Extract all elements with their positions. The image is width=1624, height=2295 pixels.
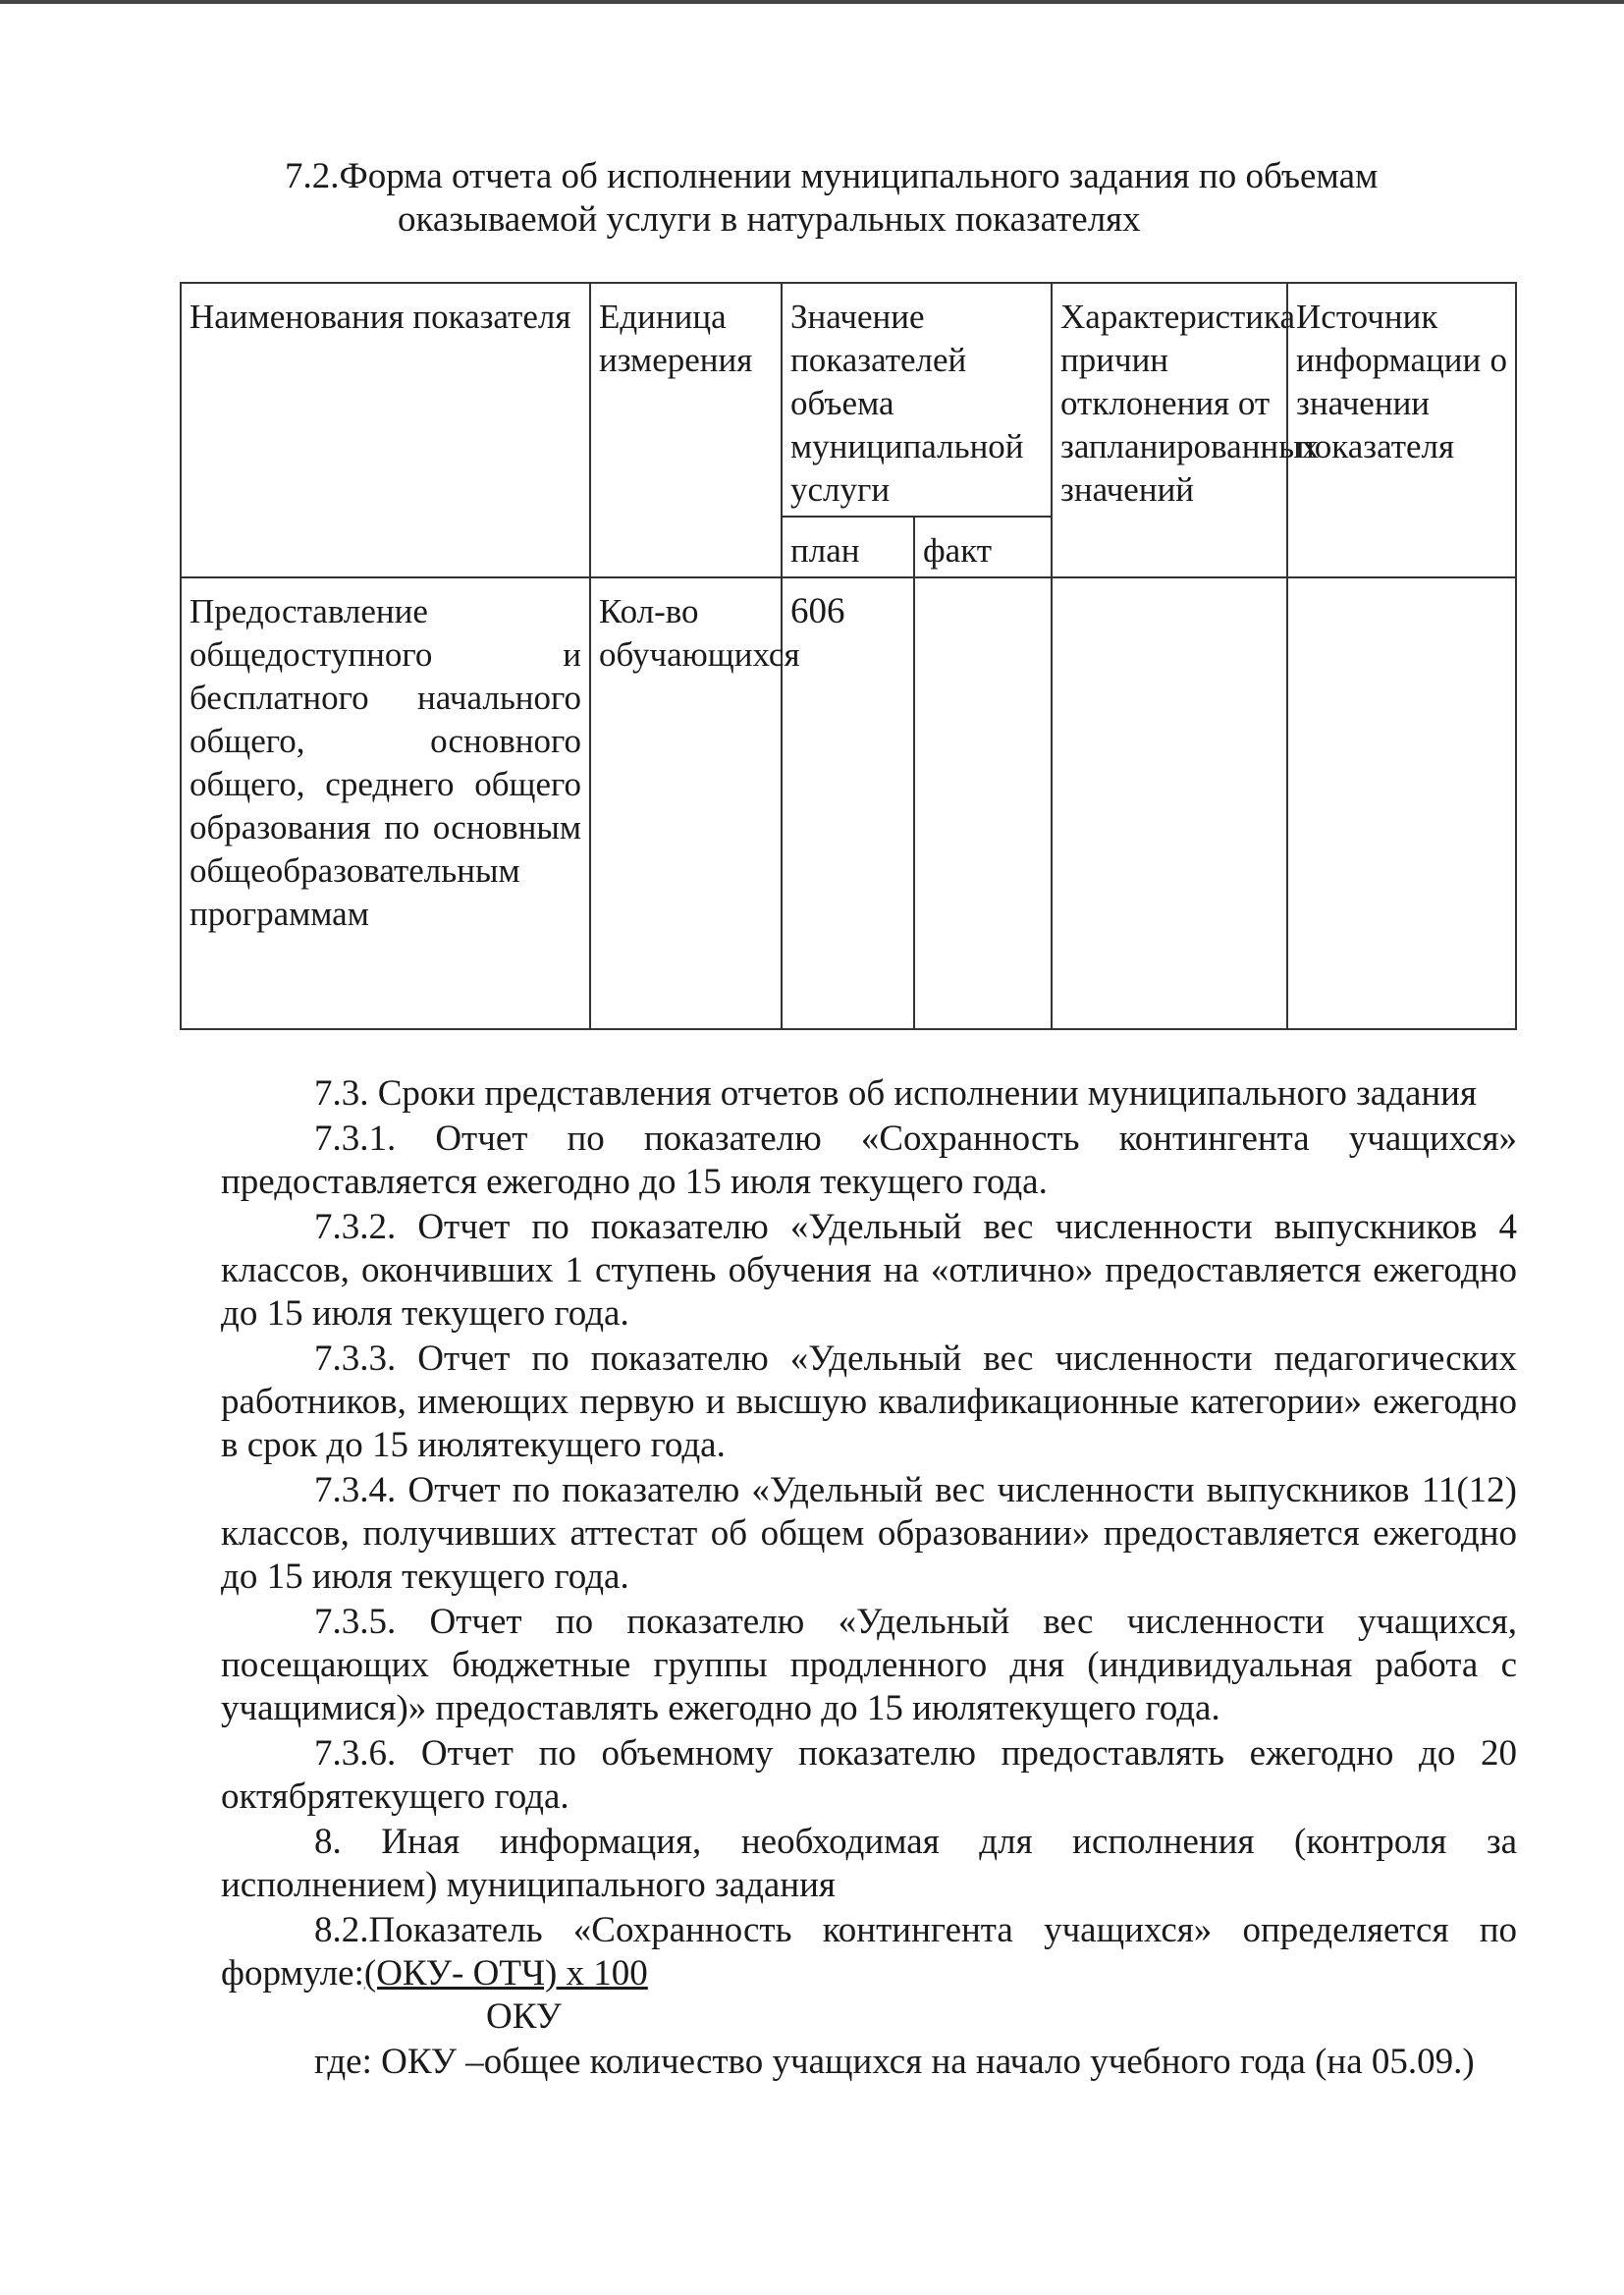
- paragraph-7-3-2: 7.3.2. Отчет по показателю «Удельный вес численности выпускников 4 классов, окончивших 1 ступень обучения на «отлично» предоставляется ежегодно до 15 июля текущего года.: [221, 1207, 1517, 1334]
- formula-numerator: (ОКУ- ОТЧ) х 100: [363, 1953, 648, 1994]
- paragraph-8-2-text: 8.2.Показатель «Сохранность контингента учащихся» определяется по формуле:: [221, 1910, 1517, 1994]
- header-name: Наименования показателя: [181, 283, 590, 577]
- paragraph-7-3: 7.3. Сроки представления отчетов об исполнении муниципального задания: [314, 1073, 1477, 1114]
- scan-border-line: [0, 0, 1624, 4]
- paragraph-8: 8. Иная информация, необходимая для исполнения (контроля за исполнением) муниципального задания: [221, 1822, 1517, 1905]
- row-fact: [914, 577, 1052, 1029]
- header-reasons: Характеристика причин отклонения от запланированных значений: [1052, 283, 1287, 577]
- paragraph-7-3-6: 7.3.6. Отчет по объемному показателю предоставлять ежегодно до 20 октябрятекущего года.: [221, 1733, 1517, 1817]
- paragraph-7-3-5: 7.3.5. Отчет по показателю «Удельный вес численности учащихся, посещающих бюджетные группы продленного дня (индивидуальная работа с учащимися)» предоставлять ежегодно до 15 июлятекущего года.: [221, 1602, 1517, 1728]
- report-table: [180, 282, 1517, 1030]
- paragraph-7-3-1: 7.3.1. Отчет по показателю «Сохранность контингента учащихся» предоставляется ежегодно до 15 июля текущего года.: [221, 1119, 1517, 1202]
- header-values: Значение показателей объема муниципальной услуги: [782, 283, 1052, 517]
- heading-line-2: оказываемой услуги в натуральных показателях: [398, 199, 1141, 240]
- row-source: [1287, 577, 1516, 1029]
- header-source: Источник информации о значении показателя: [1287, 283, 1516, 577]
- section-heading: [285, 155, 1522, 242]
- row-plan: 606: [782, 577, 914, 1029]
- heading-line-1: 7.2.Форма отчета об исполнении муниципального задания по объемам: [285, 156, 1379, 196]
- header-fact: факт: [914, 517, 1052, 577]
- table-row: [181, 577, 1516, 1029]
- paragraph-where: где: ОКУ –общее количество учащихся на начало учебного года (на 05.09.): [314, 2042, 1475, 2082]
- body-text: [221, 1072, 1517, 2084]
- row-service-name: Предоставление общедоступного и бесплатного начального общего, основного общего, среднего общего образования по основным общеобразовательным программам: [181, 577, 590, 1029]
- paragraph-8-2: [221, 1909, 1517, 1995]
- table-header-row: [181, 283, 1516, 517]
- formula-denominator: ОКУ: [486, 1996, 562, 2037]
- row-unit: Кол-во обучающихся: [590, 577, 782, 1029]
- header-plan: план: [782, 517, 914, 577]
- paragraph-7-3-3: 7.3.3. Отчет по показателю «Удельный вес численности педагогических работников, имеющих первую и высшую квалификационные категории» ежегодно в срок до 15 июлятекущего года.: [221, 1339, 1517, 1465]
- row-reasons: [1052, 577, 1287, 1029]
- paragraph-7-3-4: 7.3.4. Отчет по показателю «Удельный вес численности выпускников 11(12) классов, получивших аттестат об общем образовании» предоставляется ежегодно до 15 июля текущего года.: [221, 1470, 1517, 1597]
- header-unit: Единица измерения: [590, 283, 782, 577]
